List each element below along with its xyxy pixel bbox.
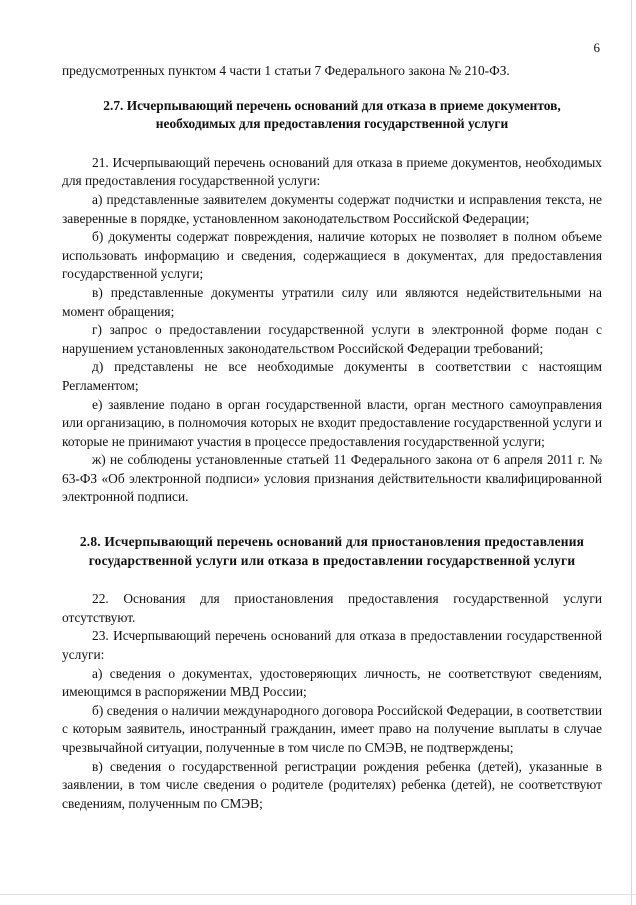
item-21-v: в) представленные документы утратили силу или являются недействительными на момент обращения;	[62, 284, 602, 319]
section-2-7-heading: 2.7. Исчерпывающий перечень оснований для отказа в приеме документов, необходимых для предоставления государственной услуги	[103, 97, 561, 132]
item-21-g: г) запрос о предоставлении государственной услуги в электронной форме подан с нарушением установленных законодательством Российской Федерации требований;	[62, 322, 602, 356]
page-number: 6	[593, 40, 600, 55]
item-23-v: в) сведения о государственной регистрации рождения ребенка (детей), указанные в заявлении, в том числе сведения о родителе (родителях) ребенка (детей), не соответствуют сведениям, полученным по СМЭВ;	[62, 758, 602, 811]
section-2-8-heading: 2.8. Исчерпывающий перечень оснований для приостановления предоставления государственной услуги или отказа в предоставлении государственной услуги	[79, 534, 585, 568]
item-21-e: е) заявление подано в орган государственной власти, орган местного самоуправления или организацию, в полномочия которых не входит предоставление государственной услуги и которые не принимают участия в процессе предоставления государственной услуги;	[62, 396, 602, 449]
page-edge-bottom	[0, 894, 636, 895]
item-21-d: д) представлены не все необходимые документы в соответствии с настоящим Регламентом;	[62, 359, 602, 393]
item-23-b: б) сведения о наличии международного договора Российской Федерации, в соответствии с которым заявитель, иностранный гражданин, имеет право на получение выплаты в случае чрезвычайной ситуации, полученные в том числе по СМЭВ, не подтверждены;	[62, 702, 602, 755]
page-edge-right	[631, 0, 632, 905]
document-body	[62, 62, 602, 813]
item-21-a: а) представленные заявителем документы содержат подчистки и исправления текста, не заверенные в порядке, установленном законодательством Российской Федерации;	[62, 191, 602, 226]
paragraph-23: 23. Исчерпывающий перечень оснований для отказа в предоставлении государственной услуги:	[62, 628, 602, 663]
item-23-a: а) сведения о документах, удостоверяющих личность, не соответствуют сведениям, имеющимся в распоряжении МВД России;	[62, 665, 602, 700]
item-21-b: б) документы содержат повреждения, наличие которых не позволяет в полном объеме использовать информацию и сведения, содержащиеся в документах, для предоставления государственной услуги;	[62, 229, 602, 282]
paragraph-21: 21. Исчерпывающий перечень оснований для отказа в приеме документов, необходимых для предоставления государственной услуги:	[62, 154, 602, 189]
paragraph-22: 22. Основания для приостановления предоставления государственной услуги отсутствуют.	[62, 591, 602, 625]
lead-line: предусмотренных пунктом 4 части 1 статьи 7 Федерального закона № 210-ФЗ.	[62, 63, 510, 78]
item-21-zh: ж) не соблюдены установленные статьей 11 Федерального закона от 6 апреля 2011 г. № 63-ФЗ «Об электронной подписи» условия признания действительности квалифицированной электронной подписи.	[62, 452, 602, 505]
